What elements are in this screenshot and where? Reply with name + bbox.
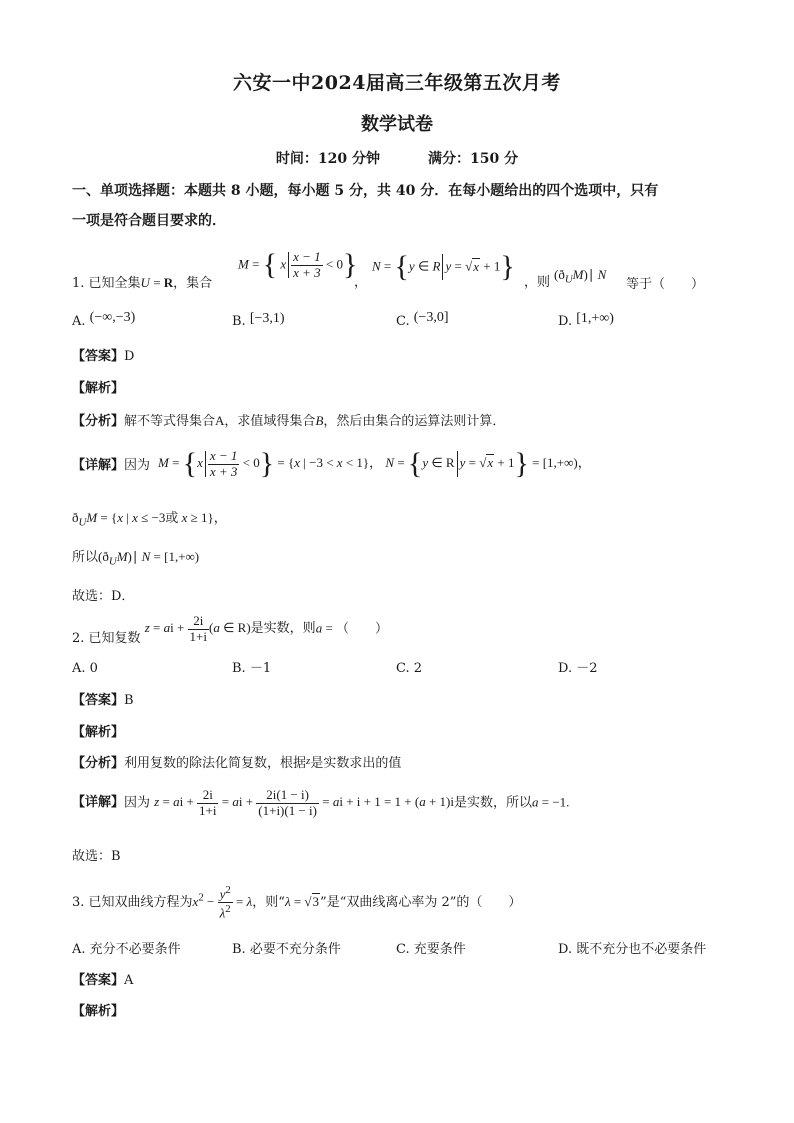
q1-conclusion: 故选：D． <box>72 589 135 604</box>
q2-option-a[interactable]: A. 0 <box>72 661 98 676</box>
question-2-options <box>72 661 732 681</box>
q1-complement: $ð_UM = \{x$ | x ≤ −3或 x ≥ 1}， <box>72 510 227 529</box>
q3-analysis-label: 【解析】 <box>72 1004 125 1019</box>
question-1: 1. 已知全集U = R，集合 M = { x $\frac{x - 1}{x + 3}$ < 0} ， N = {y ∈ R y = √x + 1} ，则 $(ð_UM)∣$ N 等于（ ） <box>72 248 705 292</box>
q2-analysis-label: 【解析】 <box>72 725 125 740</box>
q1-option-a[interactable]: A. (−∞,−3) <box>72 310 136 329</box>
q1-detail: 【详解】因为 M = {x $\frac{x - 1}{x + 3}$ < 0} = {x | −3 < x < 1}， N = {y ∈ R y = √x + 1} = [1,+∞)， <box>72 447 591 480</box>
q2-answer: 【答案】B <box>72 693 134 708</box>
question-2: 2. 已知复数 z = ai + $\frac{2i}{1+i}$ (a ∈ R)是实数，则a = （ ） <box>72 613 389 647</box>
subject-title: 数学试卷 <box>361 114 433 135</box>
q2-brief: 【分析】利用复数的除法化简复数，根据$^z$是实数求出的值 <box>72 755 402 771</box>
set-n-expression: N = {y ∈ R y = √x + 1} <box>372 250 515 283</box>
q2-option-b[interactable]: B. －1 <box>232 661 272 676</box>
q2-option-c[interactable]: C. 2 <box>396 661 423 676</box>
question-3: 3. 已知双曲线方程为$x^2$ − $\frac{y^2}{\lambda^2}$ = λ，则“λ = √3”是“双曲线离心率为 2”的（ ） <box>72 884 522 921</box>
q3-answer: 【答案】A <box>72 973 134 988</box>
q2-detail: 【详解】因为 z = ai + $\frac{2i}{1+i}$ = ai + $\frac{2i(1 - i)}{(1+i)(1 - i)}$ = ai + i + 1 = 1 + (a + 1)i是实数，所以a = −1. <box>72 787 570 818</box>
score-label: 满分：150 分 <box>428 151 519 167</box>
q3-option-c[interactable]: C. 充要条件 <box>396 942 466 957</box>
q1-analysis-label: 【解析】 <box>72 381 125 396</box>
q3-option-d[interactable]: D. 既不充分也不必要条件 <box>558 942 707 957</box>
time-label: 时间：120 分钟 <box>275 151 380 167</box>
q1-answer: 【答案】D <box>72 349 135 364</box>
q2-option-d[interactable]: D. －2 <box>558 661 598 676</box>
q3-option-b[interactable]: B. 必要不充分条件 <box>232 942 341 957</box>
q1-option-c[interactable]: C. (−3,0] <box>396 310 449 329</box>
section-heading-line1: 一、单项选择题：本题共 8 小题，每小题 5 分，共 40 分．在每小题给出的四个选项中，只有 <box>72 183 659 199</box>
q1-option-b[interactable]: B. [−3,1) <box>232 311 285 329</box>
exam-title: 六安一中2024届高三年级第五次月考 <box>233 72 561 94</box>
q1-brief: 【分析】解不等式得集合A，求值域得集合B，然后由集合的运算法则计算． <box>72 413 506 429</box>
q1-option-d[interactable]: D. [1,+∞) <box>558 311 614 329</box>
question-3-options <box>72 942 732 962</box>
q2-conclusion: 故选：B <box>72 849 121 864</box>
q3-option-a[interactable]: A. 充分不必要条件 <box>72 942 181 957</box>
section-heading-line2: 一项是符合题目要求的． <box>72 213 226 229</box>
set-m-expression: M = { x $\frac{x - 1}{x + 3}$ < 0} <box>238 248 358 281</box>
time-score-line <box>0 151 794 168</box>
q1-so: 所以$(ð_UM)∣$ N = [1,+∞) <box>72 549 200 568</box>
question-1-options <box>72 311 732 333</box>
